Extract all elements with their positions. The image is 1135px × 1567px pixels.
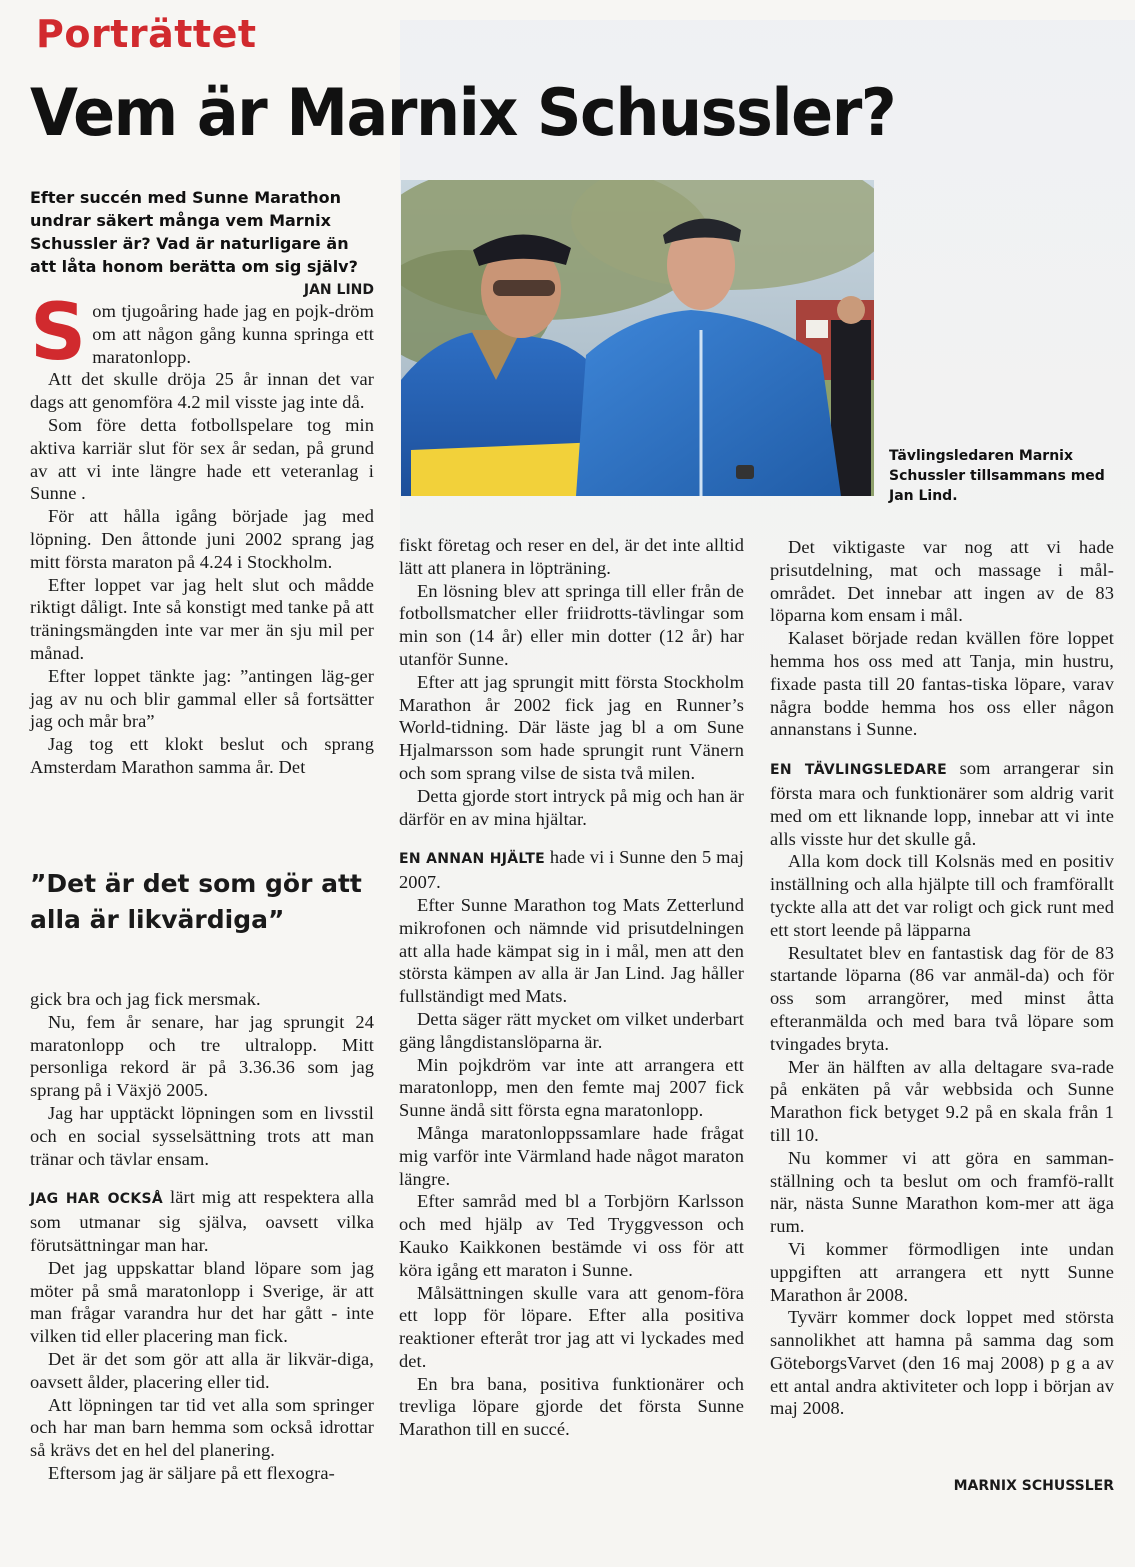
- pull-quote: ”Det är det som gör att alla är likvärdiga”: [30, 869, 362, 934]
- page-title: Vem är Marnix Schussler?: [30, 74, 896, 151]
- paragraph: Alla kom dock till Kolsnäs med en positiv inställning och alla hjälpte till och framförallt tyckte alla att det var roligt och gick runt med ett stort leende på läpparna: [770, 851, 1114, 940]
- column-3: [770, 536, 1114, 1420]
- paragraph: Tyvärr kommer dock loppet med största sannolikhet att hamna på samma dag som GöteborgsVarvet (den 16 maj 2008) p g a av ett antal andra aktiviteter och lopp i början av maj 2008.: [770, 1307, 1114, 1419]
- paragraph: Jag tog ett klokt beslut och sprang Amsterdam Marathon samma år. Det: [30, 734, 374, 777]
- paragraph: Vi kommer förmodligen inte undan uppgiften att arrangera ett nytt Sunne Marathon år 2008.: [770, 1238, 1114, 1305]
- paragraph: För att hålla igång började jag med löpning. Den åttonde juni 2002 sprang jag mitt första maraton på 4.24 i Stockholm.: [30, 506, 374, 572]
- byline: JAN LIND: [303, 282, 374, 298]
- paragraph: Det är det som gör att alla är likvär-diga, oavsett ålder, placering eller tid.: [30, 1348, 374, 1392]
- paragraph: gick bra och jag fick mersmak.: [30, 989, 261, 1009]
- paragraph: Eftersom jag är säljare på ett flexogra-: [48, 1462, 335, 1483]
- photo-illustration: [401, 180, 874, 496]
- paragraph: fiskt företag och reser en del, är det inte alltid lätt att planera in löpträning.: [399, 535, 744, 578]
- paragraph: Mer än hälften av alla deltagare sva-rade på enkäten på vår webbsida och Sunne Marathon fick betyget 9.2 på en skala från 1 till 10.: [770, 1056, 1114, 1145]
- paragraph-text: som arrangerar sin första mara och funktionärer som aldrig varit med om ett liknande lopp, innebar att vi inte alls visste hur det skulle gå.: [770, 758, 1114, 849]
- paragraph: Det viktigaste var nog att vi hade prisutdelning, mat och massage i mål-området. Det innebar att ingen av de 83 löparna kom ensam i mål.: [770, 537, 1114, 626]
- column-2: [399, 534, 744, 1441]
- paragraph: [399, 846, 744, 894]
- intro-text: Efter succén med Sunne Marathon undrar säkert många vem Marnix Schussler är? Vad är naturligare än att låta honom berätta om sig själv?: [30, 188, 358, 276]
- paragraph: Att löpningen tar tid vet alla som springer och har man barn hemma som också idrottar så krävs det en hel del planering.: [30, 1394, 374, 1461]
- paragraph: Detta gjorde stort intryck på mig och han är därför en av mina hjältar.: [399, 785, 744, 829]
- run-in-lead: EN TÄVLINGSLEDARE: [770, 762, 948, 779]
- paragraph: Efter loppet var jag helt slut och mådde riktigt dåligt. Inte så konstigt med tanke på att träningsmängden inte var mer än sju mil per månad.: [30, 574, 374, 663]
- paragraph: Många maratonloppssamlare hade frågat mig varför inte Värmland hade något maraton längre.: [399, 1122, 744, 1189]
- paragraph: Att det skulle dröja 25 år innan det var dags att genomföra 4.2 mil visste jag inte då.: [30, 369, 374, 413]
- paragraph: Det jag uppskattar bland löpare som jag möter på små maratonlopp i Sverige, är att man frågar varandra hur det har gått - inte vilken tid eller placering man fick.: [30, 1257, 374, 1347]
- paragraph: Efter loppet tänkte jag: ”antingen läg-ger jag av nu och blir gammal eller så fortsätter jag och mår bra”: [30, 665, 374, 732]
- paragraph: En lösning blev att springa till eller från de fotbollsmatcher eller friidrotts-tävlingar som min son (14 år) eller min dotter (12 år) har utanför Sunne.: [399, 580, 744, 669]
- paragraph: Min pojkdröm var inte att arrangera ett maratonlopp, men den femte maj 2007 fick Sunne ändå sitt första egna maratonlopp.: [399, 1054, 744, 1121]
- paragraph-text: om tjugoåring hade jag en pojk-dröm om att någon gång kunna springa ett maratonlopp.: [92, 301, 374, 367]
- paragraph: Efter samråd med bl a Torbjörn Karlsson och med hjälp av Ted Tryggvesson och Kauko Kaikkonen bestämde vi oss för att köra igång ett maraton i Sunne.: [399, 1191, 744, 1280]
- run-in-lead: JAG HAR OCKSÅ: [30, 1191, 164, 1208]
- paragraph: Jag har upptäckt löpningen som en livsstil och en social sysselsättning trots att man tränar och tävlar ensam.: [30, 1102, 374, 1169]
- paragraph: Målsättningen skulle vara att genom-föra ett lopp för löpare. Efter alla positiva reaktioner efteråt tror jag att vi lyckades med det.: [399, 1282, 744, 1371]
- photo-caption: Tävlingsledaren Marnix Schussler tillsammans med Jan Lind.: [889, 448, 1105, 504]
- paragraph: Detta säger rätt mycket om vilket underbart gäng långdistanslöparna är.: [399, 1008, 744, 1052]
- column-1-bottom: [30, 988, 374, 1485]
- paragraph: Som före detta fotbollspelare tog min aktiva karriär slut för sex år sedan, på grund av att vi inte längre hade ett veteranlag i Sunne .: [30, 414, 374, 504]
- paragraph: Nu, fem år senare, har jag sprungit 24 maratonlopp och tre ultralopp. Mitt personliga rekord är på 3.36.36 som jag sprang på i Växjö 2005.: [30, 1011, 374, 1101]
- section-kicker: Porträttet: [36, 12, 257, 56]
- paragraph: Resultatet blev en fantastisk dag för de 83 startande löparna (86 var anmäl-da) och för oss som arrangörer, med minst åtta efteranmälda och med bara två löpare som tvingades bryta.: [770, 942, 1114, 1054]
- author-signature: MARNIX SCHUSSLER: [953, 1478, 1114, 1494]
- photo-two-runners: [401, 180, 874, 496]
- paragraph: [770, 757, 1114, 850]
- run-in-lead: EN ANNAN HJÄLTE: [399, 851, 546, 868]
- paragraph-text: hade vi i Sunne den 5 maj 2007.: [399, 847, 745, 893]
- drop-cap: S: [30, 288, 87, 378]
- paragraph: Efter att jag sprungit mitt första Stockholm Marathon år 2002 fick jag en Runner’s World-tidning. Där läste jag bl a om Sune Hjalmarsson som hade sprungit runt Vänern och som sprang vilse de sista två milen.: [399, 671, 744, 783]
- paragraph: [30, 1186, 374, 1256]
- paragraph-text: lärt mig att respektera alla som utmanar sig själva, oavsett vilka förutsättningar man har.: [30, 1187, 374, 1255]
- paragraph: Efter Sunne Marathon tog Mats Zetterlund mikrofonen och nämnde vid prisutdelningen att alla hade kämpat sig in i mål, men att den största kämpen av alla är Jan Lind. Jag håller fullständigt med Mats.: [399, 894, 744, 1007]
- paragraph: Kalaset började redan kvällen före loppet hemma hos oss med att Tanja, min hustru, fixade pasta till 20 fantas-tiska löpare, varav några bodde hemma hos oss eller någon annanstans i Sunne.: [770, 628, 1114, 740]
- paragraph: En bra bana, positiva funktionärer och trevliga löpare gjorde det första Sunne Marathon till en succé.: [399, 1373, 744, 1440]
- paragraph: Nu kommer vi att göra en samman-ställning och ta beslut om och framfö-rallt när, nästa Sunne Marathon kom-mer att äga rum.: [770, 1147, 1114, 1237]
